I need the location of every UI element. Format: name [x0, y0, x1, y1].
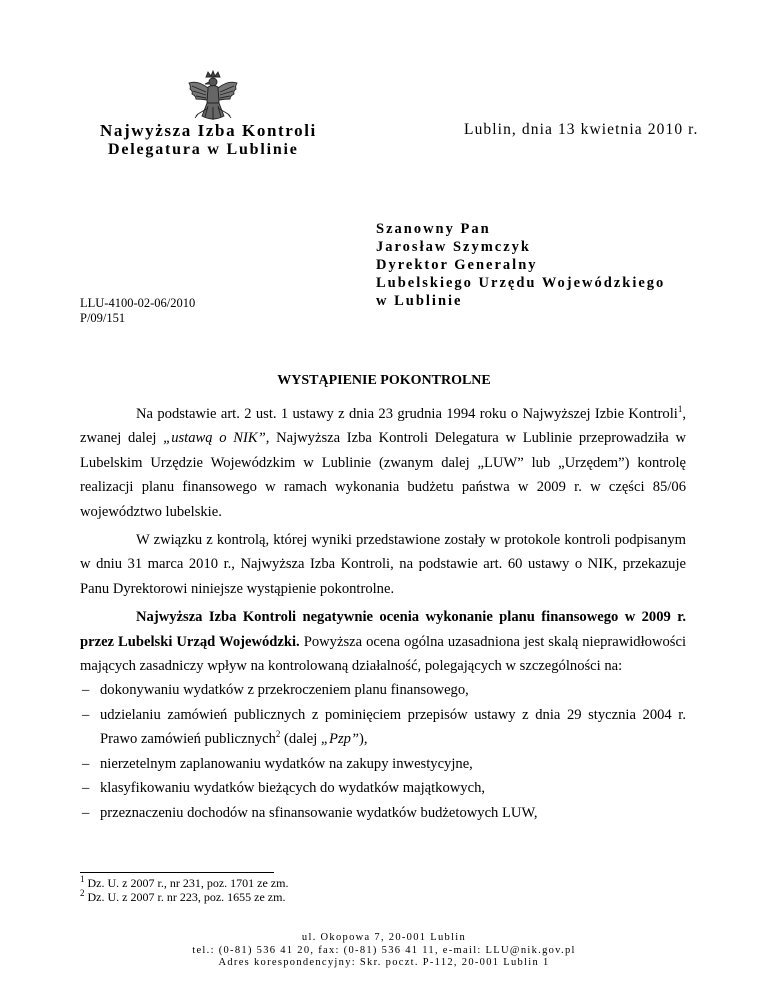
list-item: – przeznaczeniu dochodów na sfinansowanie wydatków budżetowych LUW,	[80, 801, 686, 825]
footnote-ref-2: 2	[275, 729, 281, 740]
list-item: – dokonywaniu wydatków z przekroczeniem planu finansowego,	[80, 678, 686, 702]
footnotes	[80, 876, 288, 904]
list-item: – nierzetelnym zaplanowaniu wydatków na zakupy inwestycyjne,	[80, 752, 686, 776]
page-footer	[0, 932, 768, 970]
polish-eagle-emblem-icon	[184, 70, 242, 126]
addressee-salutation: Szanowny Pan	[376, 221, 491, 237]
footnote-separator	[80, 872, 274, 873]
irregularities-list	[80, 678, 686, 824]
defined-term: „ustawą o NIK”	[163, 430, 266, 447]
paragraph-protocol: W związku z kontrolą, której wyniki przedstawione zostały w protokole kontroli podpisanym w dniu 31 marca 2010 r., Najwyższa Izba Kontroli, na podstawie art. 60 ustawy o NIK, przekazuje Panu Dyrektorowi niniejsze wystąpienie pokontrolne.	[80, 532, 686, 597]
list-item: – klasyfikowaniu wydatków bieżących do wydatków majątkowych,	[80, 776, 686, 800]
program-number: P/09/151	[80, 311, 126, 325]
addressee-position: Dyrektor Generalny	[376, 257, 538, 273]
paragraph-assessment: Najwyższa Izba Kontroli negatywnie ocenia wykonanie planu finansowego w 2009 r. przez Lubelski Urząd Wojewódzki. Powyższa ocena ogólna uzasadniona jest skalą nieprawidłowości mających zasadniczy wpływ na kontrolowaną działalność, polegających w szczególności na:	[80, 609, 687, 675]
case-number: LLU-4100-02-06/2010	[80, 296, 196, 310]
footnote-1: $^1$ Dz. U. z 2007 r., nr 231, poz. 1701 ze zm.	[80, 874, 289, 890]
footer-address: ul. Okopowa 7, 20-001 Lublin	[301, 932, 467, 943]
footnote-ref-1: 1	[677, 404, 683, 415]
addressee-institution: Lubelskiego Urzędu Wojewódzkiego	[376, 275, 666, 291]
paragraph-intro: Na podstawie art. 2 ust. 1 ustawy z dnia 23 grudnia 1994 roku o Najwyższej Izbie Kontroli$^1$, zwanej dalej „ustawą o NIK”, Najwyższa Izba Kontroli Delegatura w Lublinie przeprowadziła w Lubelskim Urzędzie Wojewódzkim w Lublinie (zwanym dalej „LUW” lub „Urzędem”) kontrolę realizacji planu finansowego w ramach wykonania budżetu państwa w 2009 r. w części 85/06 województwo lubelskie.	[80, 404, 687, 520]
reference-block	[80, 296, 195, 326]
list-item: – udzielaniu zamówień publicznych z pominięciem przepisów ustawy z dnia 29 stycznia 2004 r. Prawo zamówień publicznych$^2$ (dalej „Pzp”),	[80, 703, 686, 752]
organization-unit: Delegatura w Lublinie	[108, 141, 299, 158]
defined-term: „Pzp”	[320, 731, 360, 748]
addressee-name: Jarosław Szymczyk	[376, 239, 531, 255]
document-title: WYSTĄPIENIE POKONTROLNE	[277, 373, 491, 388]
organization-name: Najwyższa Izba Kontroli	[100, 121, 317, 140]
addressee-block	[376, 220, 665, 310]
document-body	[80, 402, 686, 825]
footer-contact: tel.: (0-81) 536 41 20, fax: (0-81) 536 41 11, e-mail: LLU@nik.gov.pl	[192, 944, 576, 956]
footnote-2: $^2$ Dz. U. z 2007 r. nr 223, poz. 1655 ze zm.	[80, 888, 286, 904]
footer-mailing-address: Adres korespondencyjny: Skr. poczt. P-112, 20-001 Lublin 1	[218, 957, 550, 968]
assessment-statement: Najwyższa Izba Kontroli negatywnie ocenia wykonanie planu finansowego w 2009 r. przez Lubelski Urząd Wojewódzki.	[80, 609, 686, 650]
addressee-city: w Lublinie	[376, 293, 463, 309]
date-line: Lublin, dnia 13 kwietnia 2010 r.	[464, 121, 699, 138]
